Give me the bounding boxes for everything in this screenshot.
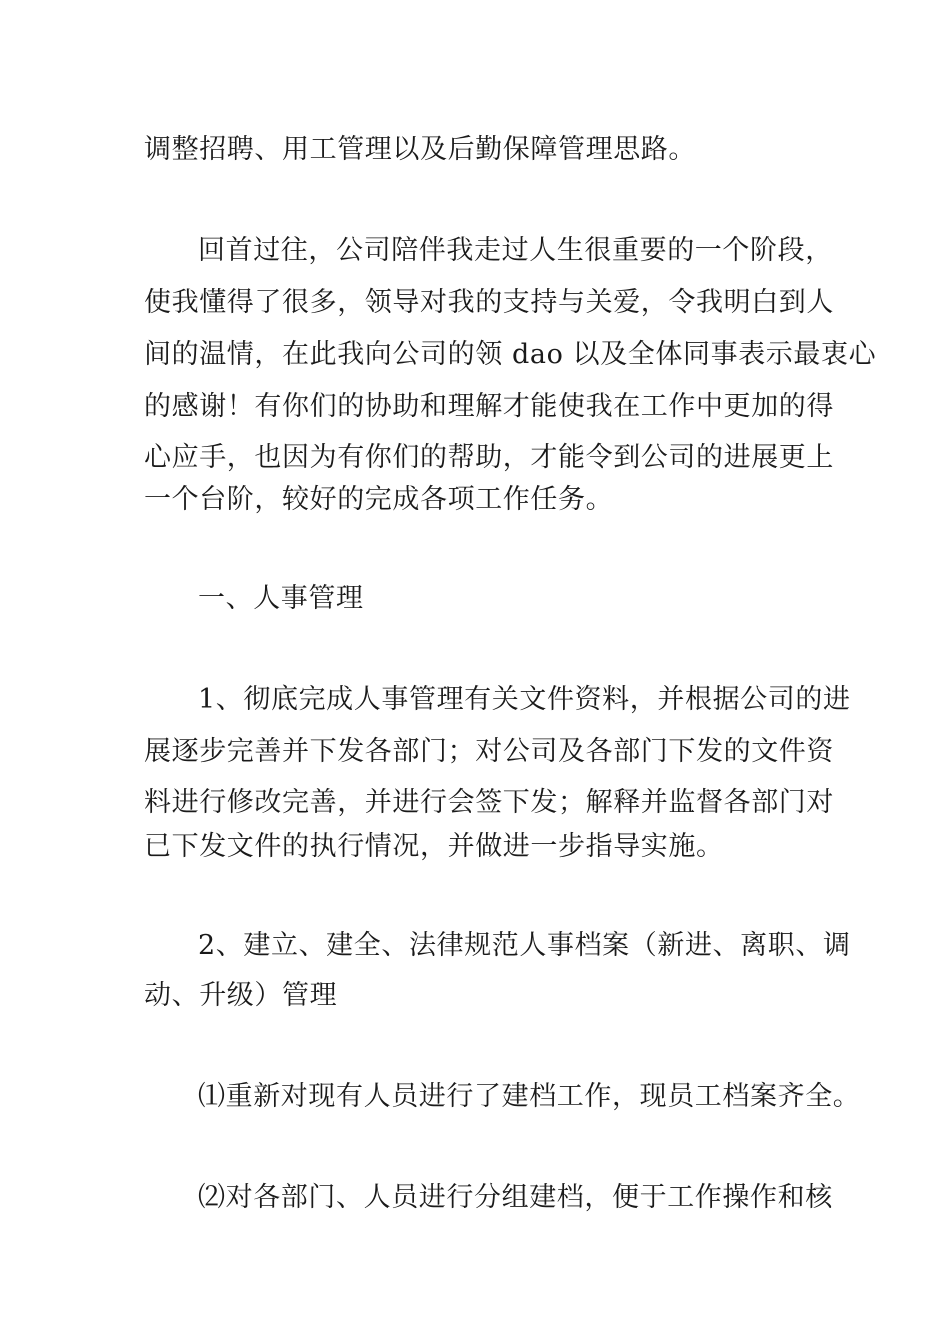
paragraph-line: 料进行修改完善，并进行会签下发；解释并监督各部门对: [144, 787, 834, 818]
paragraph-line: 心应手，也因为有你们的帮助，才能令到公司的进展更上: [144, 442, 834, 473]
paragraph-line: 间的温情，在此我向公司的领 dao 以及全体同事表示最衷心: [144, 339, 877, 370]
paragraph-line: 动、升级）管理: [144, 980, 338, 1011]
paragraph-line: 已下发文件的执行情况，并做进一步指导实施。: [144, 831, 724, 862]
paragraph-line: 2、建立、建全、法律规范人事档案（新进、离职、调: [198, 930, 851, 961]
paragraph-line: 调整招聘、用工管理以及后勤保障管理思路。: [144, 134, 696, 165]
list-item: ⑵对各部门、人员进行分组建档，便于工作操作和核: [198, 1182, 833, 1213]
paragraph-line: 1、彻底完成人事管理有关文件资料，并根据公司的进: [198, 684, 851, 715]
list-item: ⑴重新对现有人员进行了建档工作，现员工档案齐全。: [198, 1081, 861, 1112]
paragraph-line: 使我懂得了很多，领导对我的支持与关爱，令我明白到人: [144, 287, 834, 318]
paragraph-line: 的感谢！有你们的协助和理解才能使我在工作中更加的得: [144, 391, 834, 422]
section-heading: 一、人事管理: [198, 583, 364, 614]
paragraph-line: 回首过往，公司陪伴我走过人生很重要的一个阶段，: [198, 235, 833, 266]
paragraph-line: 一个台阶，较好的完成各项工作任务。: [144, 484, 614, 515]
paragraph-line: 展逐步完善并下发各部门；对公司及各部门下发的文件资: [144, 736, 834, 767]
